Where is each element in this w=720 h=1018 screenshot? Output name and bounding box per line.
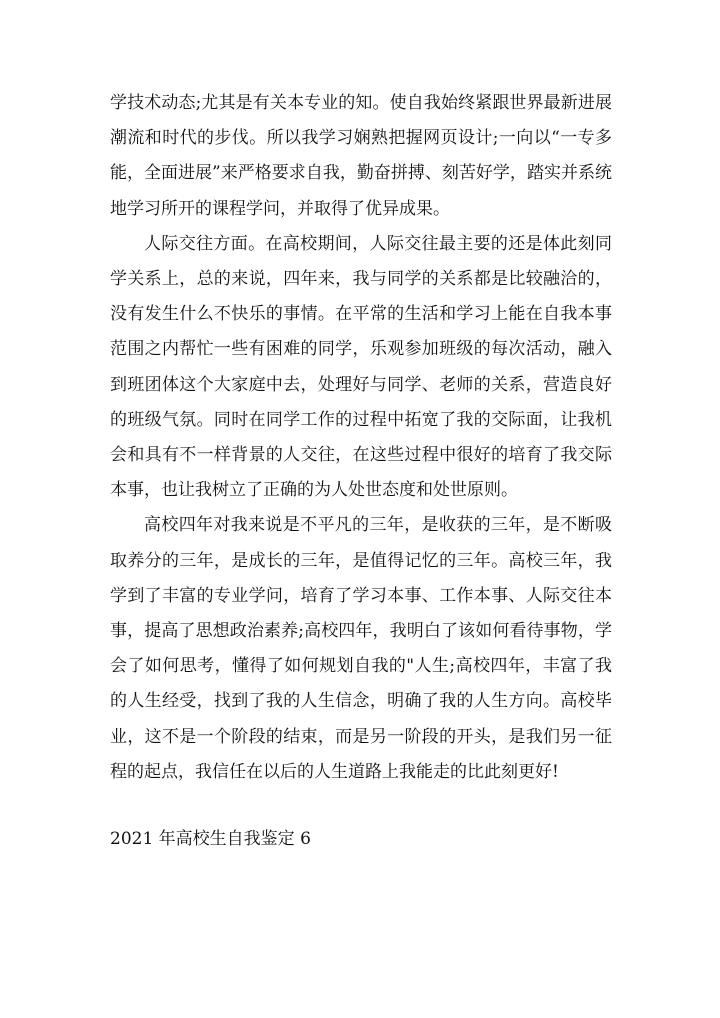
paragraph-interpersonal: 人际交往方面。在高校期间，人际交往最主要的还是体此刻同学关系上，总的来说，四年来，我与同学的关系都是比较融洽的，没有发生什么不快乐的事情。在平常的生活和学习上能在自我本事范围之内帮忙一些有困难的同学，乐观参加班级的每次活动，融入到班团体这个大家庭中去，处理好与同学、老师的关系，营造良好的班级气氛。同时在同学工作的过程中拓宽了我的交际面，让我机会和具有不一样背景的人交往，在这些过程中很好的培育了我交际本事，也让我树立了正确的为人处世态度和处世原则。 (110, 233, 612, 501)
paragraph-summary: 高校四年对我来说是不平凡的三年，是收获的三年，是不断吸取养分的三年，是成长的三年，是值得记忆的三年。高校三年，我学到了丰富的专业学问，培育了学习本事、工作本事、人际交往本事，提高了思想政治素养;高校四年，我明白了该如何看待事物，学会了如何思考，懂得了如何规划自我的"人生;高校四年，丰富了我的人生经受，找到了我的人生信念，明确了我的人生方向。高校毕业，这不是一个阶段的结束，而是另一阶段的开头，是我们另一征程的起点，我信任在以后的人生道路上我能走的比此刻更好! (110, 515, 612, 782)
paragraph-study: 学技术动态;尤其是有关本专业的知。使自我始终紧跟世界最新进展潮流和时代的步伐。所以我学习娴熟把握网页设计;一向以“一专多能，全面进展”来严格要求自我，勤奋拼搏、刻苦好学，踏实并系统地学习所开的课程学问，并取得了优异成果。 (110, 93, 612, 219)
section-heading: 2021 年高校生自我鉴定 6 (110, 829, 311, 849)
body-text (110, 86, 612, 790)
